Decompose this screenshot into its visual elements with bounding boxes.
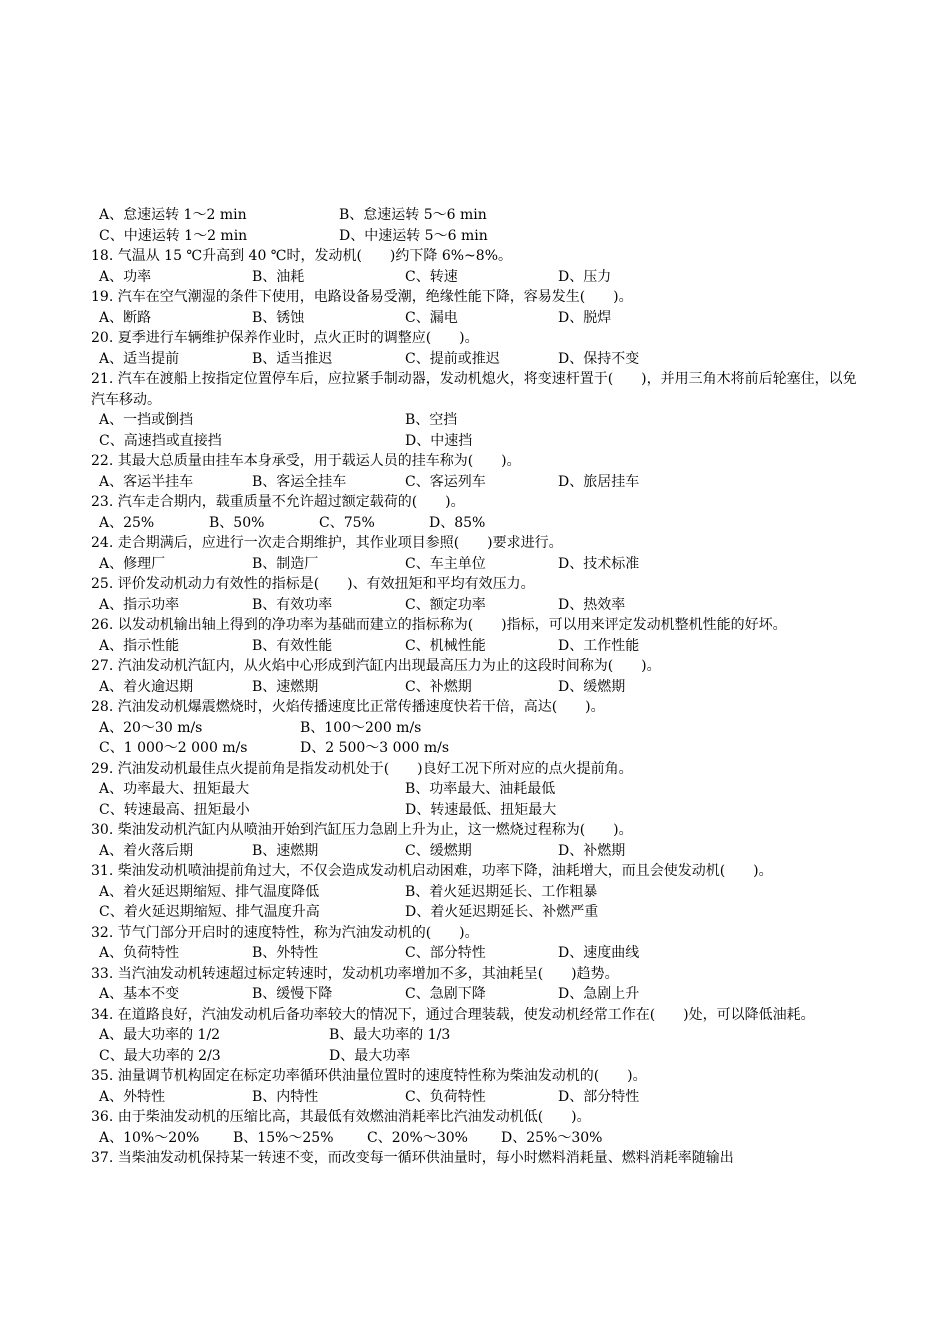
option: A、指示功率 <box>99 596 180 613</box>
question-stem: 33. 当汽油发动机转速超过标定转速时，发动机功率增加不多，其油耗呈( )趋势。 <box>91 965 619 982</box>
option: A、25% <box>99 514 155 531</box>
option-row <box>91 718 863 739</box>
question-block <box>91 451 863 492</box>
option: B、缓慢下降 <box>252 986 333 1002</box>
question-stem: 20. 夏季进行车辆维护保养作业时，点火正时的调整应( )。 <box>91 330 479 346</box>
question-block <box>91 1148 863 1169</box>
option-row <box>91 1046 863 1067</box>
option: A、修理厂 <box>99 555 166 572</box>
option-row <box>91 800 863 821</box>
question-stem: 30. 柴油发动机汽缸内从喷油开始到汽缸压力急剧上升为止，这一燃烧过程称为( )。 <box>91 822 633 838</box>
question-block <box>91 287 863 328</box>
question-block <box>91 369 863 451</box>
option: A、断路 <box>99 309 152 326</box>
option: C、机械性能 <box>405 637 486 654</box>
question-block <box>91 1107 863 1148</box>
option: D、脱焊 <box>558 309 612 326</box>
question-block <box>91 656 863 697</box>
option: B、油耗 <box>252 268 305 285</box>
option: C、缓燃期 <box>405 842 472 859</box>
option: A、一挡或倒挡 <box>99 412 194 428</box>
option: A、功率最大、扭矩最大 <box>99 781 250 797</box>
option: C、最大功率的 2/3 <box>99 1047 221 1064</box>
option: D、保持不变 <box>558 350 640 367</box>
question-block <box>91 615 863 656</box>
option: B、100～200 m/s <box>300 719 422 736</box>
question-block <box>91 697 863 759</box>
option: D、着火延迟期延长、补燃严重 <box>405 904 599 920</box>
question-block <box>91 964 863 1005</box>
option: B、外特性 <box>252 945 319 961</box>
option: A、指示性能 <box>99 637 180 654</box>
option-row <box>91 1128 863 1149</box>
option: C、转速 <box>405 268 458 285</box>
option: C、75% <box>319 514 375 531</box>
option: B、最大功率的 1/3 <box>329 1027 451 1043</box>
question-stem: 27. 汽油发动机汽缸内，从火焰中心形成到汽缸内出现最高压力为止的这段时间称为( )。 <box>91 658 661 674</box>
option: D、中速运转 5～6 min <box>339 227 488 244</box>
option: B、速燃期 <box>252 678 319 695</box>
option: C、负荷特性 <box>405 1088 486 1105</box>
question-block <box>91 533 863 574</box>
option-row <box>91 410 863 431</box>
option: B、制造厂 <box>252 555 319 572</box>
option-row <box>91 513 863 534</box>
question-block <box>91 246 863 287</box>
option-row <box>91 1087 863 1108</box>
question-stem: 21. 汽车在渡船上按指定位置停车后，应拉紧手制动器，发动机熄火，将变速杆置于( )，并用三角木将前后轮塞住，以免汽车移动。 <box>91 371 857 408</box>
option-row <box>91 595 863 616</box>
option: D、85% <box>429 514 486 531</box>
question-block <box>91 328 863 369</box>
option-row <box>91 636 863 657</box>
option: A、20～30 m/s <box>99 719 203 736</box>
question-block <box>91 1005 863 1067</box>
option-row <box>91 554 863 575</box>
option: B、适当推迟 <box>252 350 333 367</box>
option: A、最大功率的 1/2 <box>99 1027 221 1043</box>
option-row <box>91 431 863 452</box>
option: D、2 500～3 000 m/s <box>300 740 450 756</box>
question-block <box>91 923 863 964</box>
option-row <box>91 308 863 329</box>
option: A、着火逾迟期 <box>99 678 194 695</box>
question-block <box>91 492 863 533</box>
document-page <box>91 205 863 1169</box>
option: C、额定功率 <box>405 596 486 613</box>
option: A、基本不变 <box>99 986 180 1002</box>
option: D、急剧上升 <box>558 986 640 1002</box>
option: C、急剧下降 <box>405 986 486 1002</box>
question-stem: 37. 当柴油发动机保持某一转速不变，而改变每一循环供油量时，每小时燃料消耗量、燃料消耗率随输出 <box>91 1150 734 1166</box>
option: A、负荷特性 <box>99 945 180 961</box>
option: A、适当提前 <box>99 350 180 367</box>
option: C、部分特性 <box>405 945 486 961</box>
option: D、技术标准 <box>558 555 640 572</box>
option: B、客运全挂车 <box>252 473 347 490</box>
question-list <box>91 246 863 1169</box>
option-row <box>91 472 863 493</box>
option-row <box>91 882 863 903</box>
option: B、着火延迟期延长、工作粗暴 <box>405 883 598 900</box>
option: D、速度曲线 <box>558 945 640 961</box>
option: C、20%～30% <box>367 1129 468 1146</box>
question-stem: 18. 气温从 15 ℃升高到 40 ℃时，发动机( )约下降 6%~8%。 <box>91 248 512 264</box>
option: D、热效率 <box>558 596 626 613</box>
option: B、有效功率 <box>252 596 333 613</box>
option-row <box>91 841 863 862</box>
option: A、功率 <box>99 268 152 285</box>
question-block <box>91 574 863 615</box>
option: D、转速最低、扭矩最大 <box>405 801 557 818</box>
option: A、怠速运转 1～2 min <box>99 207 247 223</box>
question-stem: 36. 由于柴油发动机的压缩比高，其最低有效燃油消耗率比汽油发动机低( )。 <box>91 1109 591 1125</box>
question-stem: 25. 评价发动机动力有效性的指标是( )、有效扭矩和平均有效压力。 <box>91 576 535 592</box>
option: D、工作性能 <box>558 637 640 654</box>
option: C、中速运转 1～2 min <box>99 227 248 244</box>
question-stem: 19. 汽车在空气潮湿的条件下使用，电路设备易受潮，绝缘性能下降，容易发生( )。 <box>91 289 633 305</box>
option: C、提前或推迟 <box>405 350 500 367</box>
question-block <box>91 861 863 923</box>
option: A、着火延迟期缩短、排气温度降低 <box>99 883 320 900</box>
option: C、转速最高、扭矩最小 <box>99 801 250 818</box>
option: B、空挡 <box>405 412 458 428</box>
question-stem: 23. 汽车走合期内，载重质量不允许超过额定载荷的( )。 <box>91 494 465 510</box>
question-stem: 35. 油量调节机构固定在标定功率循环供油量位置时的速度特性称为柴油发动机的( )。 <box>91 1068 647 1084</box>
question-stem: 32. 节气门部分开启时的速度特性，称为汽油发动机的( )。 <box>91 924 479 941</box>
option: D、部分特性 <box>558 1088 640 1105</box>
option-row <box>91 1025 863 1046</box>
option: C、1 000～2 000 m/s <box>99 740 248 756</box>
option: D、补燃期 <box>558 842 626 859</box>
option-row <box>91 267 863 288</box>
option: A、客运半挂车 <box>99 473 194 490</box>
option: C、着火延迟期缩短、排气温度升高 <box>99 904 320 920</box>
option: B、内特性 <box>252 1088 319 1105</box>
option: A、外特性 <box>99 1088 166 1105</box>
question-block <box>91 759 863 821</box>
option: D、中速挡 <box>405 432 473 449</box>
option: D、压力 <box>558 268 612 285</box>
question-stem: 31. 柴油发动机喷油提前角过大，不仅会造成发动机启动困难，功率下降，油耗增大，而且会使发动机( )。 <box>91 863 773 879</box>
option: B、怠速运转 5～6 min <box>339 207 487 223</box>
question-block <box>91 1066 863 1107</box>
option-row <box>91 226 863 247</box>
option: C、漏电 <box>405 309 458 326</box>
option-row <box>91 677 863 698</box>
option: A、着火落后期 <box>99 842 194 859</box>
option-row <box>91 902 863 923</box>
question-stem: 22. 其最大总质量由挂车本身承受，用于载运人员的挂车称为( )。 <box>91 453 521 469</box>
option: B、功率最大、油耗最低 <box>405 781 556 797</box>
option-row <box>91 349 863 370</box>
question-stem: 29. 汽油发动机最佳点火提前角是指发动机处于( )良好工况下所对应的点火提前角。 <box>91 760 633 777</box>
option: A、10%～20% <box>99 1129 200 1146</box>
option-row <box>91 984 863 1005</box>
question-stem: 26. 以发动机输出轴上得到的净功率为基础而建立的指标称为( )指标，可以用来评定发动机整机性能的好坏。 <box>91 617 787 633</box>
option: D、旅居挂车 <box>558 473 640 490</box>
option: D、25%～30% <box>501 1129 603 1146</box>
option: B、有效性能 <box>252 637 333 654</box>
option: D、最大功率 <box>329 1047 411 1064</box>
option: B、15%～25% <box>233 1129 334 1146</box>
option: B、锈蚀 <box>252 309 305 326</box>
option: C、补燃期 <box>405 678 472 695</box>
question-block <box>91 820 863 861</box>
option-row <box>91 205 863 226</box>
question-stem: 28. 汽油发动机爆震燃烧时，火焰传播速度比正常传播速度快若干倍，高达( )。 <box>91 699 605 715</box>
option: B、50% <box>209 514 265 531</box>
option-row <box>91 738 863 759</box>
option: B、速燃期 <box>252 842 319 859</box>
question-stem: 34. 在道路良好，汽油发动机后备功率较大的情况下，通过合理装载，使发动机经常工作在( )处，可以降低油耗。 <box>91 1006 815 1023</box>
option: D、缓燃期 <box>558 678 626 695</box>
option-row <box>91 779 863 800</box>
option-row <box>91 943 863 964</box>
option: C、车主单位 <box>405 555 486 572</box>
option: C、高速挡或直接挡 <box>99 432 222 449</box>
option: C、客运列车 <box>405 473 486 490</box>
question-stem: 24. 走合期满后，应进行一次走合期维护，其作业项目参照( )要求进行。 <box>91 535 563 551</box>
